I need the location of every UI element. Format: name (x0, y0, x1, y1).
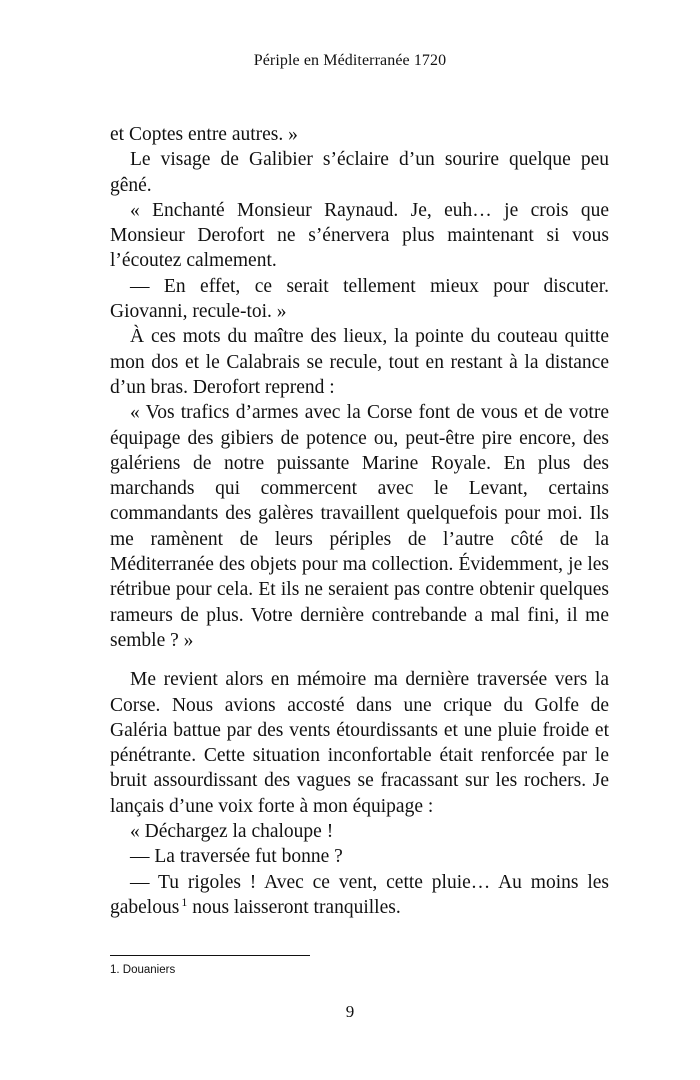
paragraph: — En effet, ce serait tellement mieux pour discuter. Giovanni, recule-toi. » (110, 275, 609, 323)
paragraph: À ces mots du maître des lieux, la pointe du couteau quitte mon dos et le Calabrais se recule, tout en restant à la distance d’un bras. Derofort reprend : (110, 326, 609, 398)
footnote-rule (110, 955, 310, 956)
paragraph: et Coptes entre autres. » (110, 124, 298, 145)
body-text (110, 122, 609, 920)
paragraph: « Vos trafics d’armes avec la Corse font de vous et de votre équipage des gibiers de potence ou, peut-être pire encore, des galériens de notre puissante Marine Royale. En plus des marchands qui commercent avec le Levant, certains commandants des galères travaillent quelquefois pour moi. Ils me ramènent de leurs périples de l’autre côté de la Méditerranée des objets pour ma collection. Évidemment, je les rétribue pour cela. Et ils ne seraient pas contre obtenir quelques rameurs de plus. Votre dernière contrebande a mal fini, il me semble ? » (110, 402, 609, 651)
paragraph: Me revient alors en mémoire ma dernière traversée vers la Corse. Nous avions accosté dans une crique du Golfe de Galéria battue par des vents étourdissants et une pluie froide et pénétrante. Cette situation inconfortable était renforcée par le bruit assourdissant des vagues se fracassant sur les rochers. Je lançais d’une voix forte à mon équipage : (110, 669, 609, 817)
footnote-marker: 1 (181, 894, 188, 909)
page-number: 9 (345, 1002, 355, 1021)
paragraph: Le visage de Galibier s’éclaire d’un sourire quelque peu gêné. (110, 149, 609, 196)
paragraph-text: — Tu rigoles ! Avec ce vent, cette pluie… Au moins les gabelous (110, 871, 609, 918)
paragraph: « Enchanté Monsieur Raynaud. Je, euh… je crois que Monsieur Derofort ne s’énervera plus maintenant si vous l’écoutez calmement. (110, 199, 609, 272)
running-head: Périple en Méditerranée 1720 (253, 52, 447, 69)
paragraph-text: nous laisseront tranquilles. (192, 896, 401, 918)
footnote: 1. Douaniers (110, 964, 176, 976)
paragraph: — La traversée fut bonne ? (130, 846, 343, 868)
paragraph: « Déchargez la chaloupe ! (130, 821, 334, 843)
paragraph-with-footnote (110, 870, 609, 921)
